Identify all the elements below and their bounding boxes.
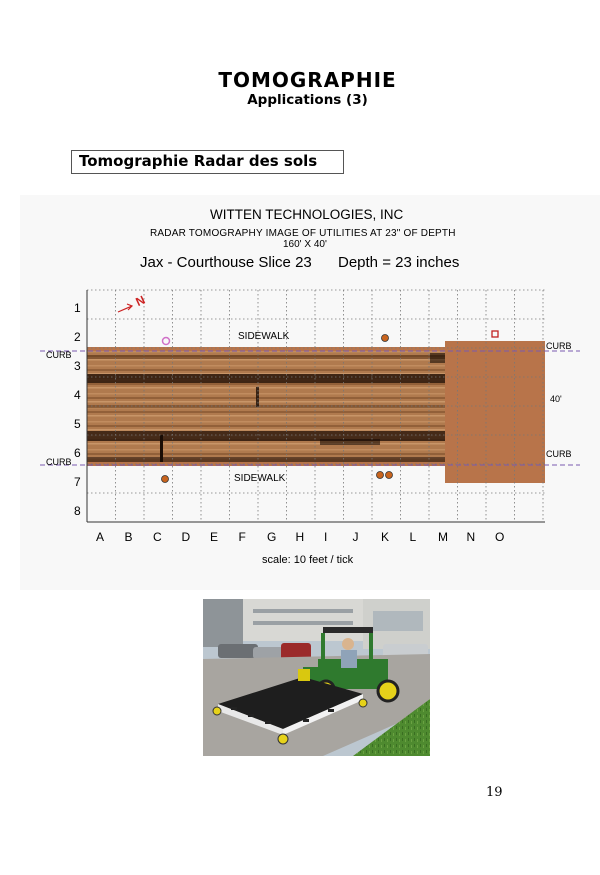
- curb-label-left-bottom: CURB: [46, 457, 72, 467]
- curb-panel-right: [445, 341, 545, 483]
- row-label: 1: [74, 301, 81, 315]
- col-label: M: [438, 530, 448, 544]
- page-number: 19: [486, 785, 503, 800]
- col-label: G: [267, 530, 277, 544]
- col-label: H: [295, 530, 305, 544]
- marker-k7a: [377, 472, 384, 479]
- row-label: 6: [74, 446, 81, 460]
- radar-figure: [20, 195, 600, 590]
- figure-dimensions: 160' X 40': [283, 239, 327, 250]
- north-arrow-icon: [118, 293, 147, 312]
- marker-pink: [163, 338, 170, 345]
- marker-c7: [162, 476, 169, 483]
- row-labels: [74, 301, 81, 518]
- col-labels: [96, 530, 504, 544]
- page-title: TOMOGRAPHIE: [218, 68, 397, 92]
- figure-depth-title: Depth = 23 inches: [338, 254, 460, 271]
- north-label: N: [133, 292, 148, 310]
- figure-company: WITTEN TECHNOLOGIES, INC: [210, 207, 404, 222]
- col-label: A: [96, 530, 105, 544]
- marker-k2: [382, 335, 389, 342]
- col-label: D: [181, 530, 191, 544]
- col-label: O: [495, 530, 505, 544]
- width-label: 40': [550, 394, 562, 404]
- curb-label-left-top: CURB: [46, 350, 72, 360]
- figure-subtitle: RADAR TOMOGRAPHY IMAGE OF UTILITIES AT 23" OF DEPTH: [150, 228, 456, 239]
- grid-lines: [87, 290, 545, 522]
- col-label: J: [352, 530, 359, 544]
- row-label: 4: [74, 388, 81, 402]
- marker-k7b: [386, 472, 393, 479]
- row-label: 2: [74, 330, 81, 344]
- row-label: 8: [74, 504, 81, 518]
- col-label: F: [238, 530, 246, 544]
- col-label: E: [210, 530, 219, 544]
- scale-label: scale: 10 feet / tick: [262, 554, 354, 566]
- page-subtitle: Applications (3): [247, 92, 368, 108]
- row-label: 5: [74, 417, 81, 431]
- col-label: B: [124, 530, 133, 544]
- radar-cart-photo: [203, 599, 430, 756]
- marker-o2: [492, 331, 498, 337]
- figure-slice-title: Jax - Courthouse Slice 23: [140, 254, 312, 271]
- row-label: 7: [74, 475, 81, 489]
- col-label: C: [153, 530, 162, 544]
- sidewalk-label-top: SIDEWALK: [238, 331, 290, 342]
- row-label: 3: [74, 359, 81, 373]
- radar-grid: [20, 195, 600, 590]
- col-label: N: [466, 530, 476, 544]
- curb-label-right-bottom: CURB: [546, 449, 572, 459]
- col-label: L: [409, 530, 417, 544]
- col-label: I: [324, 530, 328, 544]
- sidewalk-label-bottom: SIDEWALK: [234, 473, 286, 484]
- section-label: Tomographie Radar des sols: [79, 152, 318, 170]
- curb-label-right-top: CURB: [546, 341, 572, 351]
- col-label: K: [381, 530, 390, 544]
